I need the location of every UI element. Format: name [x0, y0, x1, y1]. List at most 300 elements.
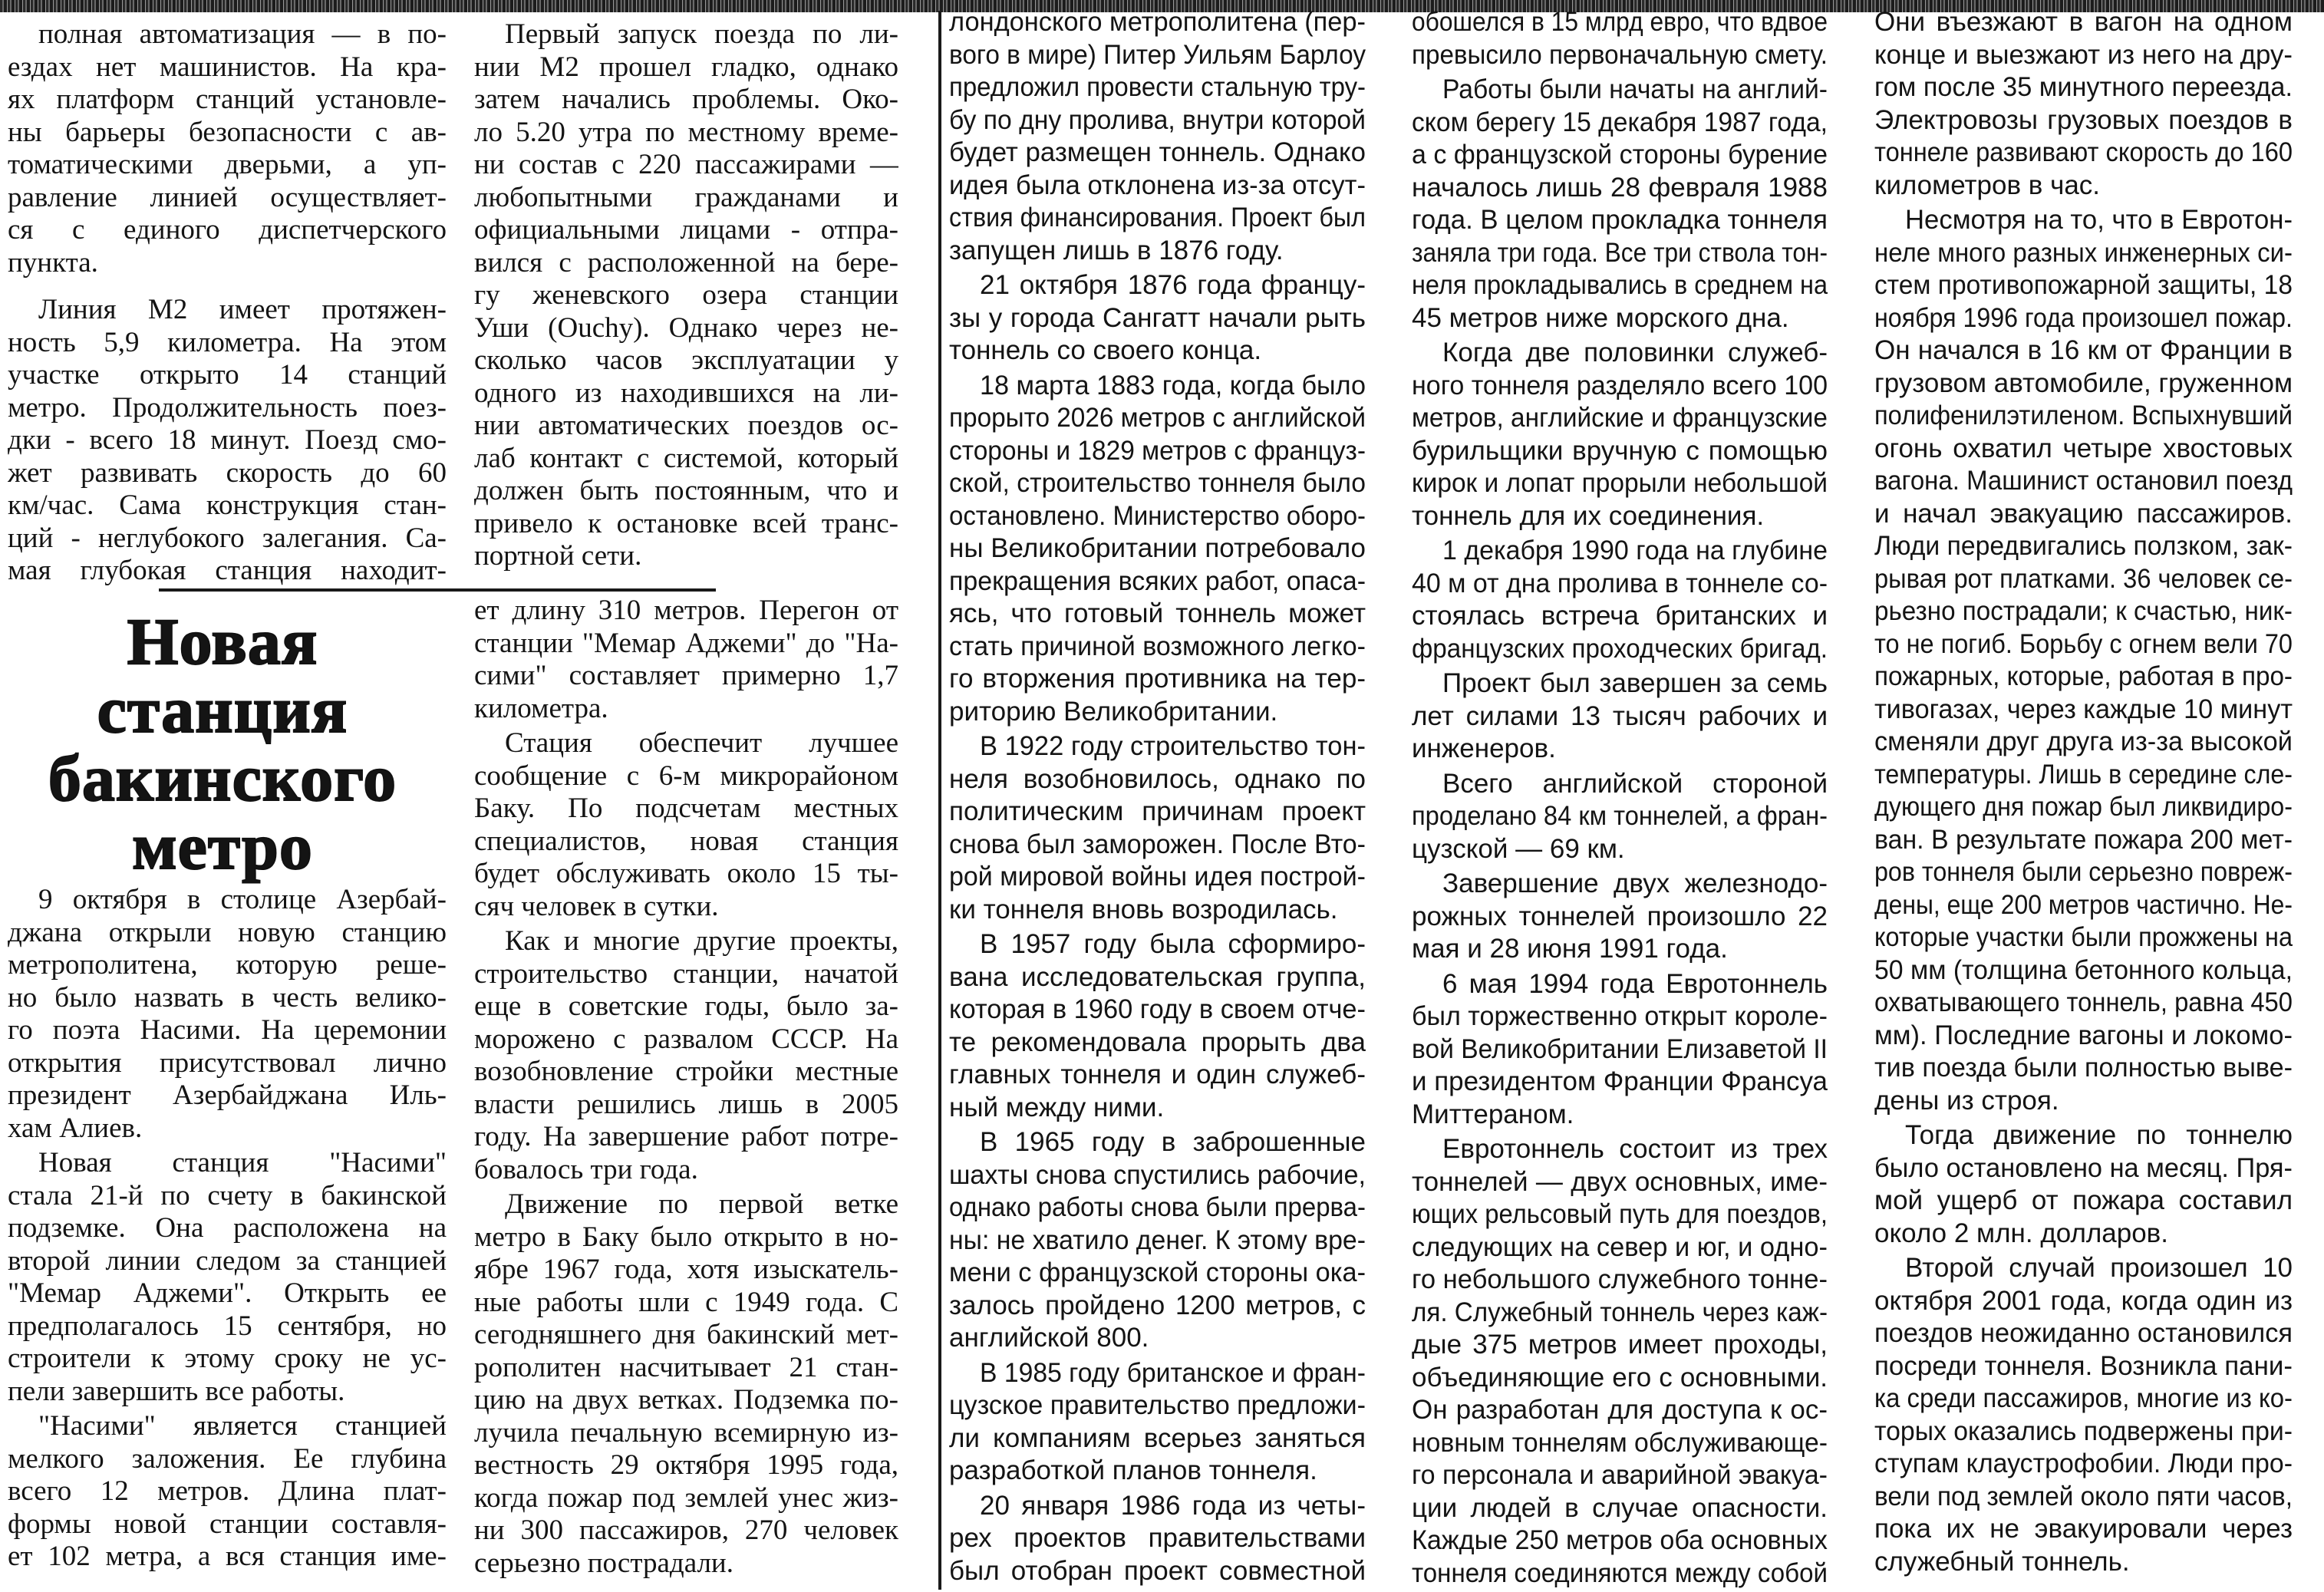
text-line	[1874, 1513, 2293, 1546]
text-line-content: пели завершить все работы.	[8, 1375, 345, 1407]
text-line	[8, 884, 447, 917]
text-line-content: власти решились лишь в 2005	[474, 1088, 898, 1120]
text-line	[8, 949, 447, 982]
text-line-content: инженеров.	[1412, 733, 1556, 763]
text-line	[1412, 1557, 1828, 1590]
text-line-content: неле много разных инженерных си-	[1874, 237, 2293, 268]
text-line-content: проделано 84 км тоннелей, а фран-	[1412, 801, 1828, 831]
text-line-content: охватывающего тоннель, равна 450	[1874, 987, 2293, 1017]
text-line-content: английской 800.	[949, 1323, 1149, 1353]
text-line-content: рех проектов правительствами	[949, 1523, 1366, 1553]
text-line-content: тоннеле развивают скорость до 160	[1874, 137, 2293, 167]
text-line-content: рожных тоннелей произошло 22	[1412, 901, 1828, 931]
text-line-content: сообщение с 6-м микрорайоном	[474, 760, 898, 792]
text-line-content: затем начались проблемы. Око-	[474, 84, 898, 115]
paragraph	[949, 370, 1366, 729]
text-line	[1874, 954, 2293, 987]
text-line	[949, 435, 1366, 468]
text-line-content: ность 5,9 километра. На этом	[8, 326, 447, 358]
text-line	[949, 663, 1366, 696]
text-line	[8, 1147, 447, 1180]
text-line	[1874, 1152, 2293, 1185]
text-line	[1874, 759, 2293, 792]
text-line-content: тивогазах, через каждые 10 минут	[1874, 694, 2293, 724]
text-line-content: нии М2 прошел гладко, однако	[474, 51, 898, 83]
text-line	[1874, 889, 2293, 922]
text-line	[1874, 1448, 2293, 1481]
text-line	[1412, 535, 1828, 568]
text-line	[8, 1508, 447, 1541]
text-line-content: залось пройдено 1200 метров, с	[949, 1290, 1366, 1320]
text-line-content: ны барьеры безопасности с ав-	[8, 116, 447, 148]
text-line-content: мм). Последние вагоны и локомо-	[1874, 1020, 2293, 1050]
text-line	[8, 1343, 447, 1376]
text-line-content: Баку. По подсчетам местных	[474, 793, 898, 824]
text-line	[1874, 530, 2293, 563]
text-line-content: тоннель для их соединения.	[1412, 500, 1765, 531]
text-line	[1874, 824, 2293, 857]
text-line	[8, 424, 447, 457]
text-line	[949, 1257, 1366, 1290]
text-line-content: зы у города Сангатт начали рыть	[949, 302, 1366, 333]
text-line	[1412, 204, 1828, 237]
text-line	[1874, 1350, 2293, 1383]
text-line-content: предполагалось 15 сентября, но	[8, 1310, 447, 1342]
text-line	[949, 1490, 1366, 1523]
text-line-content: ся с единого диспетчерского	[8, 214, 447, 246]
paragraph	[474, 595, 898, 725]
text-line-content: 45 метров ниже морского дна.	[1412, 302, 1789, 333]
text-line	[1412, 600, 1828, 633]
text-line-content: риторию Великобритании.	[949, 696, 1278, 727]
text-line	[949, 1555, 1366, 1588]
paragraph	[474, 925, 898, 1186]
text-line	[474, 1384, 898, 1417]
text-line-content: ций - неглубокого залегания. Са-	[8, 522, 447, 554]
text-line	[949, 763, 1366, 796]
paragraph	[1412, 337, 1828, 532]
text-line-content: рывая рот платками. 36 человек се-	[1874, 563, 2293, 594]
text-line-content: огонь охватил четыре хвостовых	[1874, 433, 2293, 463]
text-line-content: формы новой станции составля-	[8, 1508, 447, 1540]
paragraph	[8, 18, 447, 279]
text-line	[1412, 833, 1828, 866]
text-line	[1874, 726, 2293, 759]
text-line	[474, 1352, 898, 1385]
text-line	[474, 1548, 898, 1580]
text-line	[949, 1224, 1366, 1257]
text-line-content: 1 декабря 1990 года на глубине	[1442, 536, 1828, 565]
text-line-content: бовалось три года.	[474, 1153, 698, 1185]
text-line	[949, 1126, 1366, 1159]
text-line	[1412, 733, 1828, 766]
text-line-content: полная автоматизация — в по-	[38, 18, 447, 50]
text-line-content: привело к остановке всей транс-	[474, 507, 898, 539]
text-line	[1874, 1546, 2293, 1579]
text-line	[1412, 901, 1828, 934]
text-line	[949, 1357, 1366, 1390]
text-line	[474, 628, 898, 661]
text-line-content: обошелся в 15 млрд евро, что вдвое	[1412, 7, 1828, 37]
text-line	[1874, 1481, 2293, 1514]
text-line	[1412, 667, 1828, 700]
text-line	[1874, 1383, 2293, 1416]
text-line	[474, 377, 898, 410]
text-line	[1874, 1252, 2293, 1285]
text-line-content: равление линией осуществляет-	[8, 181, 447, 213]
text-line-content: одного из находившихся на ли-	[474, 377, 898, 409]
text-line-content: ли компаниям всерьез заняться	[949, 1422, 1366, 1453]
text-line-content: сяч человек в сутки.	[474, 890, 719, 922]
text-line	[8, 457, 447, 490]
text-line-content: "Мемар Аджеми". Открыть ее	[8, 1277, 447, 1309]
text-line	[1412, 435, 1828, 468]
text-line	[1874, 1052, 2293, 1085]
text-line-content: будет размещен тоннель. Однако	[949, 137, 1366, 167]
paragraph	[1874, 204, 2293, 1117]
text-line-content: 9 октября в столице Азербай-	[38, 884, 447, 915]
text-line	[949, 1455, 1366, 1488]
text-line	[949, 829, 1366, 862]
text-line	[1874, 368, 2293, 400]
text-line-content: рополитен насчитывает 21 стан-	[474, 1351, 898, 1383]
text-line	[949, 39, 1366, 72]
text-line	[1412, 568, 1828, 601]
text-line-content: го поэта Насими. На церемонии	[8, 1014, 447, 1046]
paragraph	[1412, 535, 1828, 665]
text-line	[1874, 595, 2293, 628]
text-line-content: Работы были начаты на англий-	[1442, 74, 1828, 104]
text-line	[949, 994, 1366, 1027]
text-line	[1412, 1231, 1828, 1264]
text-line-content: Электровозы грузовых поездов в	[1874, 104, 2293, 135]
text-line-content: главных тоннеля и один служеб-	[949, 1060, 1366, 1089]
text-line-content: идея была отклонена из-за отсут-	[949, 170, 1366, 200]
text-line	[1874, 204, 2293, 237]
text-line-content: полифенилэтиленом. Вспыхнувший	[1874, 400, 2293, 430]
text-line-content: 50 мм (толщина бетонного кольца,	[1874, 954, 2293, 985]
text-line	[949, 202, 1366, 235]
paragraph	[474, 727, 898, 923]
paragraph	[1412, 868, 1828, 966]
text-line	[1412, 1394, 1828, 1427]
text-line-content: был торжественно открыт короле-	[1412, 1001, 1828, 1031]
paragraph	[949, 730, 1366, 926]
text-line	[1412, 139, 1828, 172]
text-line-content: Когда две половинки служеб-	[1442, 338, 1828, 368]
text-line-content: ях платформ станций установле-	[8, 84, 447, 115]
paragraph	[949, 269, 1366, 368]
text-line-content: стоялась встреча британских и	[1412, 601, 1828, 631]
text-line-content: метрополитена, которую реше-	[8, 949, 447, 981]
text-line	[1874, 1285, 2293, 1318]
text-line-content: вели под землей около пяти часов,	[1874, 1481, 2293, 1511]
text-line	[1874, 791, 2293, 824]
paragraph	[949, 1357, 1366, 1488]
text-line-content: ров тоннеля были серьезно повреж-	[1874, 857, 2293, 887]
paragraph	[1412, 768, 1828, 866]
paragraph	[474, 1188, 898, 1580]
text-line-content: Каждые 250 метров оба основных	[1412, 1525, 1828, 1555]
text-line	[1874, 400, 2293, 433]
text-line-content: разработкой планов тоннеля.	[949, 1455, 1317, 1485]
text-line-content: мая и 28 июня 1991 года.	[1412, 934, 1728, 964]
text-line	[8, 1079, 447, 1112]
article-eurotunnel-column-3	[1874, 6, 2293, 1580]
text-line	[949, 137, 1366, 170]
text-line-content: политическим причинам проект	[949, 796, 1366, 826]
text-line	[1412, 500, 1828, 533]
text-line	[1412, 1524, 1828, 1557]
text-line	[949, 467, 1366, 500]
text-line-content: В 1957 году была сформиро-	[980, 929, 1366, 959]
text-line	[8, 51, 447, 84]
text-line-content: Завершение двух железнодо-	[1442, 869, 1828, 898]
text-line-content: остановлено. Министерство оборо-	[949, 500, 1366, 531]
text-line-content: когда пожар под землей унес жиз-	[474, 1482, 898, 1514]
text-line	[1412, 800, 1828, 833]
text-line	[949, 302, 1366, 335]
text-line-content: Он начался в 16 км от Франции в	[1874, 335, 2293, 365]
text-line	[8, 214, 447, 247]
text-line	[8, 117, 447, 150]
headline-line: бакинского	[48, 741, 397, 815]
text-line	[8, 1212, 447, 1245]
text-line-content: вана исследовательская группа,	[949, 961, 1366, 992]
text-line-content: метро. Продолжительность поез-	[8, 391, 447, 424]
text-line	[474, 475, 898, 508]
text-line-content: запущен лишь в 1876 году.	[949, 235, 1284, 265]
text-line-content: дены из строя.	[1874, 1085, 2059, 1116]
text-line-content: ни состав с 220 пассажирами —	[474, 149, 898, 180]
text-line-content: сколько часов эксплуатации у	[474, 344, 898, 376]
text-line	[1412, 1427, 1828, 1460]
text-line	[949, 6, 1366, 39]
text-line	[1412, 337, 1828, 370]
paragraph	[1412, 667, 1828, 766]
text-line	[474, 1121, 898, 1154]
text-line-content: году. На завершение работ потре-	[474, 1121, 898, 1152]
text-line	[1412, 1264, 1828, 1297]
text-line	[8, 1245, 447, 1278]
text-line	[474, 1254, 898, 1287]
text-line-content: вой Великобритании Елизаветой II	[1412, 1033, 1828, 1064]
text-line	[474, 1023, 898, 1056]
text-line-content: конце и выезжают из него на дру-	[1874, 39, 2293, 70]
text-line-content: около 2 млн. долларов.	[1874, 1218, 2169, 1248]
text-line-content: превысило первоначальную смету.	[1412, 39, 1828, 70]
headline-line: станция	[97, 673, 348, 747]
text-line-content: тоннелей — двух основных, име-	[1412, 1166, 1828, 1197]
text-line	[8, 247, 447, 280]
text-line	[1412, 968, 1828, 1001]
text-line	[949, 928, 1366, 961]
text-line-content: ки тоннеля вновь возродилась.	[949, 894, 1338, 925]
text-line-content: Миттераном.	[1412, 1099, 1574, 1129]
text-line	[8, 18, 447, 51]
paragraph	[949, 1490, 1366, 1588]
text-line	[1412, 768, 1828, 801]
text-line	[1412, 39, 1828, 72]
text-line-content: однако работы снова были прерва-	[949, 1192, 1366, 1222]
text-line-content: второй линии следом за станцией	[8, 1244, 447, 1277]
text-line	[1412, 402, 1828, 435]
text-line-content: кирок и лопат прорыли небольшой	[1412, 468, 1828, 498]
text-line-content: ции людей в случае опасности.	[1412, 1492, 1828, 1523]
text-line-content: Второй случай произошел 10	[1905, 1253, 2293, 1283]
text-line-content: джана открыли новую станцию	[8, 916, 447, 948]
text-line	[8, 359, 447, 392]
text-line	[949, 1027, 1366, 1060]
text-line-content: ло 5.20 утра по местному време-	[474, 116, 898, 148]
text-line-content: гом после 35 минутного переезда.	[1874, 72, 2293, 102]
text-line	[1412, 1198, 1828, 1231]
text-line-content: строительство станции, начатой	[474, 958, 898, 990]
text-line	[949, 961, 1366, 994]
text-line-content: Евротоннель состоит из трех	[1442, 1134, 1828, 1164]
text-line	[1412, 1033, 1828, 1066]
text-line-content: ясь, что готовый тоннель может	[949, 598, 1366, 628]
text-line	[1874, 433, 2293, 466]
text-line	[474, 826, 898, 859]
text-line-content: должен быть постоянным, что и	[474, 475, 898, 506]
text-line-content: грузовом автомобиле, груженном	[1874, 368, 2293, 398]
text-line	[1874, 661, 2293, 694]
text-line-content: Как и многие другие проекты,	[505, 925, 898, 957]
text-line-content: Он разработан для доступа к ос-	[1412, 1395, 1828, 1425]
text-line	[1874, 237, 2293, 270]
text-line	[1874, 465, 2293, 498]
text-line	[1874, 1085, 2293, 1118]
text-line-content: морожено с развалом СССР. На	[474, 1023, 898, 1055]
text-line	[1874, 921, 2293, 954]
text-line	[1412, 172, 1828, 205]
text-line-content: Линия М2 имеет протяжен-	[38, 294, 447, 325]
text-line	[474, 1449, 898, 1482]
text-line	[8, 1180, 447, 1213]
text-line	[8, 1376, 447, 1409]
text-line	[8, 917, 447, 950]
text-line-content: то не погиб. Борьбу с огнем вели 70	[1874, 628, 2293, 659]
text-line	[1412, 700, 1828, 733]
text-line	[949, 1092, 1366, 1125]
text-line	[949, 532, 1366, 565]
text-line-content: жет развивать скорость до 60	[8, 457, 447, 489]
text-line-content: лондонского метрополитена (пер-	[949, 7, 1366, 37]
text-line	[474, 1221, 898, 1254]
text-line	[949, 861, 1366, 894]
text-line-content: бу по дну пролива, внутри которой	[949, 104, 1366, 135]
text-line-content: сими" составляет примерно 1,7	[474, 660, 898, 691]
text-line	[474, 858, 898, 891]
text-line	[8, 1443, 447, 1476]
text-line	[474, 1482, 898, 1515]
text-line	[1412, 1133, 1828, 1166]
text-line-content: В 1965 году в заброшенные	[980, 1127, 1366, 1157]
text-line	[8, 489, 447, 522]
paragraph	[949, 928, 1366, 1124]
text-line	[1412, 74, 1828, 107]
text-line-content: те рекомендовала прорыть два	[949, 1027, 1366, 1057]
text-line-content: которая в 1960 году в своем отче-	[949, 994, 1366, 1024]
text-line	[474, 149, 898, 182]
text-line-content: Проект был завершен за семь	[1442, 668, 1828, 698]
paragraph	[8, 1410, 447, 1574]
text-line-content: стала 21-й по счету в бакинской	[8, 1179, 447, 1211]
text-line	[949, 1389, 1366, 1422]
text-line-content: сегодняшнего дня бакинский мет-	[474, 1319, 898, 1350]
text-line-content: В 1922 году строительство тон-	[980, 731, 1366, 761]
text-line	[474, 214, 898, 247]
text-line	[949, 1522, 1366, 1555]
text-line-content: и президентом Франции Франсуа	[1412, 1066, 1828, 1096]
text-line-content: вагона. Машинист остановил поезд	[1874, 466, 2293, 496]
text-line	[1874, 1416, 2293, 1449]
text-line-content: неля возобновилось, однако по	[949, 763, 1366, 794]
text-line	[474, 693, 898, 726]
text-line-content: мая глубокая станция находит-	[8, 555, 447, 586]
text-line-content: строители к этому сроку не ус-	[8, 1343, 447, 1374]
text-line-content: вестность 29 октября 1995 года,	[474, 1449, 898, 1481]
text-line-content: ствия финансирования. Проект был	[949, 203, 1366, 232]
paragraph	[1874, 1252, 2293, 1578]
text-line	[474, 540, 898, 573]
text-line-content: го вторжения противника на тер-	[949, 664, 1366, 694]
text-line-content: ля. Служебный тоннель через каж-	[1412, 1297, 1828, 1327]
text-line-content: ный между ними.	[949, 1092, 1165, 1122]
text-line	[474, 1287, 898, 1320]
text-line	[474, 51, 898, 84]
text-line-content: мени с французской стороны ока-	[949, 1257, 1366, 1287]
text-line-content: торых оказались подвержены при-	[1874, 1416, 2293, 1446]
text-line-content: го небольшого служебного тонне-	[1412, 1264, 1828, 1294]
text-line-content: Всего английской стороной	[1442, 768, 1828, 799]
text-line-content: ка среди пассажиров, многие из ко-	[1874, 1383, 2293, 1413]
text-line	[1874, 6, 2293, 39]
text-line-content: мой ущерб от пожара составил	[1874, 1185, 2293, 1215]
text-line	[474, 508, 898, 541]
text-line-content: цузской — 69 км.	[1412, 833, 1625, 864]
text-line-content: Тогда движение по тоннелю	[1905, 1120, 2293, 1150]
paragraph	[1412, 968, 1828, 1132]
text-line-content: дующего дня пожар был ликвидиро-	[1874, 792, 2293, 822]
text-line-content: ябре 1967 года, хотя изыскатель-	[474, 1254, 898, 1285]
text-line	[8, 982, 447, 1015]
text-line	[949, 696, 1366, 729]
text-line	[474, 1319, 898, 1352]
text-line-content: лучила печальную всемирную из-	[474, 1416, 898, 1449]
text-line-content: объединяющие его с основными.	[1412, 1362, 1828, 1393]
text-line	[949, 235, 1366, 268]
text-line-content: "Насими" является станцией	[38, 1410, 447, 1442]
text-line	[8, 1410, 447, 1443]
text-line	[1412, 1166, 1828, 1199]
text-line-content: ездах нет машинистов. На кра-	[8, 51, 447, 83]
paragraph	[1412, 1133, 1828, 1590]
text-line-content: дые 375 метров имеет проходы,	[1412, 1330, 1828, 1360]
text-line	[949, 1290, 1366, 1323]
text-line-content: снова был заморожен. После Вто-	[949, 829, 1366, 859]
text-line-content: мелкого заложения. Ее глубина	[8, 1442, 447, 1475]
text-line-content: ступам клаустрофобии. Люди про-	[1874, 1449, 2293, 1478]
text-line-content: 6 мая 1994 года Евротоннель	[1442, 968, 1828, 999]
headline-new-baku-metro-station	[15, 605, 430, 883]
text-line	[1874, 628, 2293, 661]
text-line-content: рьезно пострадали; к счастью, ник-	[1874, 596, 2293, 626]
text-line	[8, 1047, 447, 1080]
text-line	[474, 958, 898, 991]
text-line	[949, 796, 1366, 829]
